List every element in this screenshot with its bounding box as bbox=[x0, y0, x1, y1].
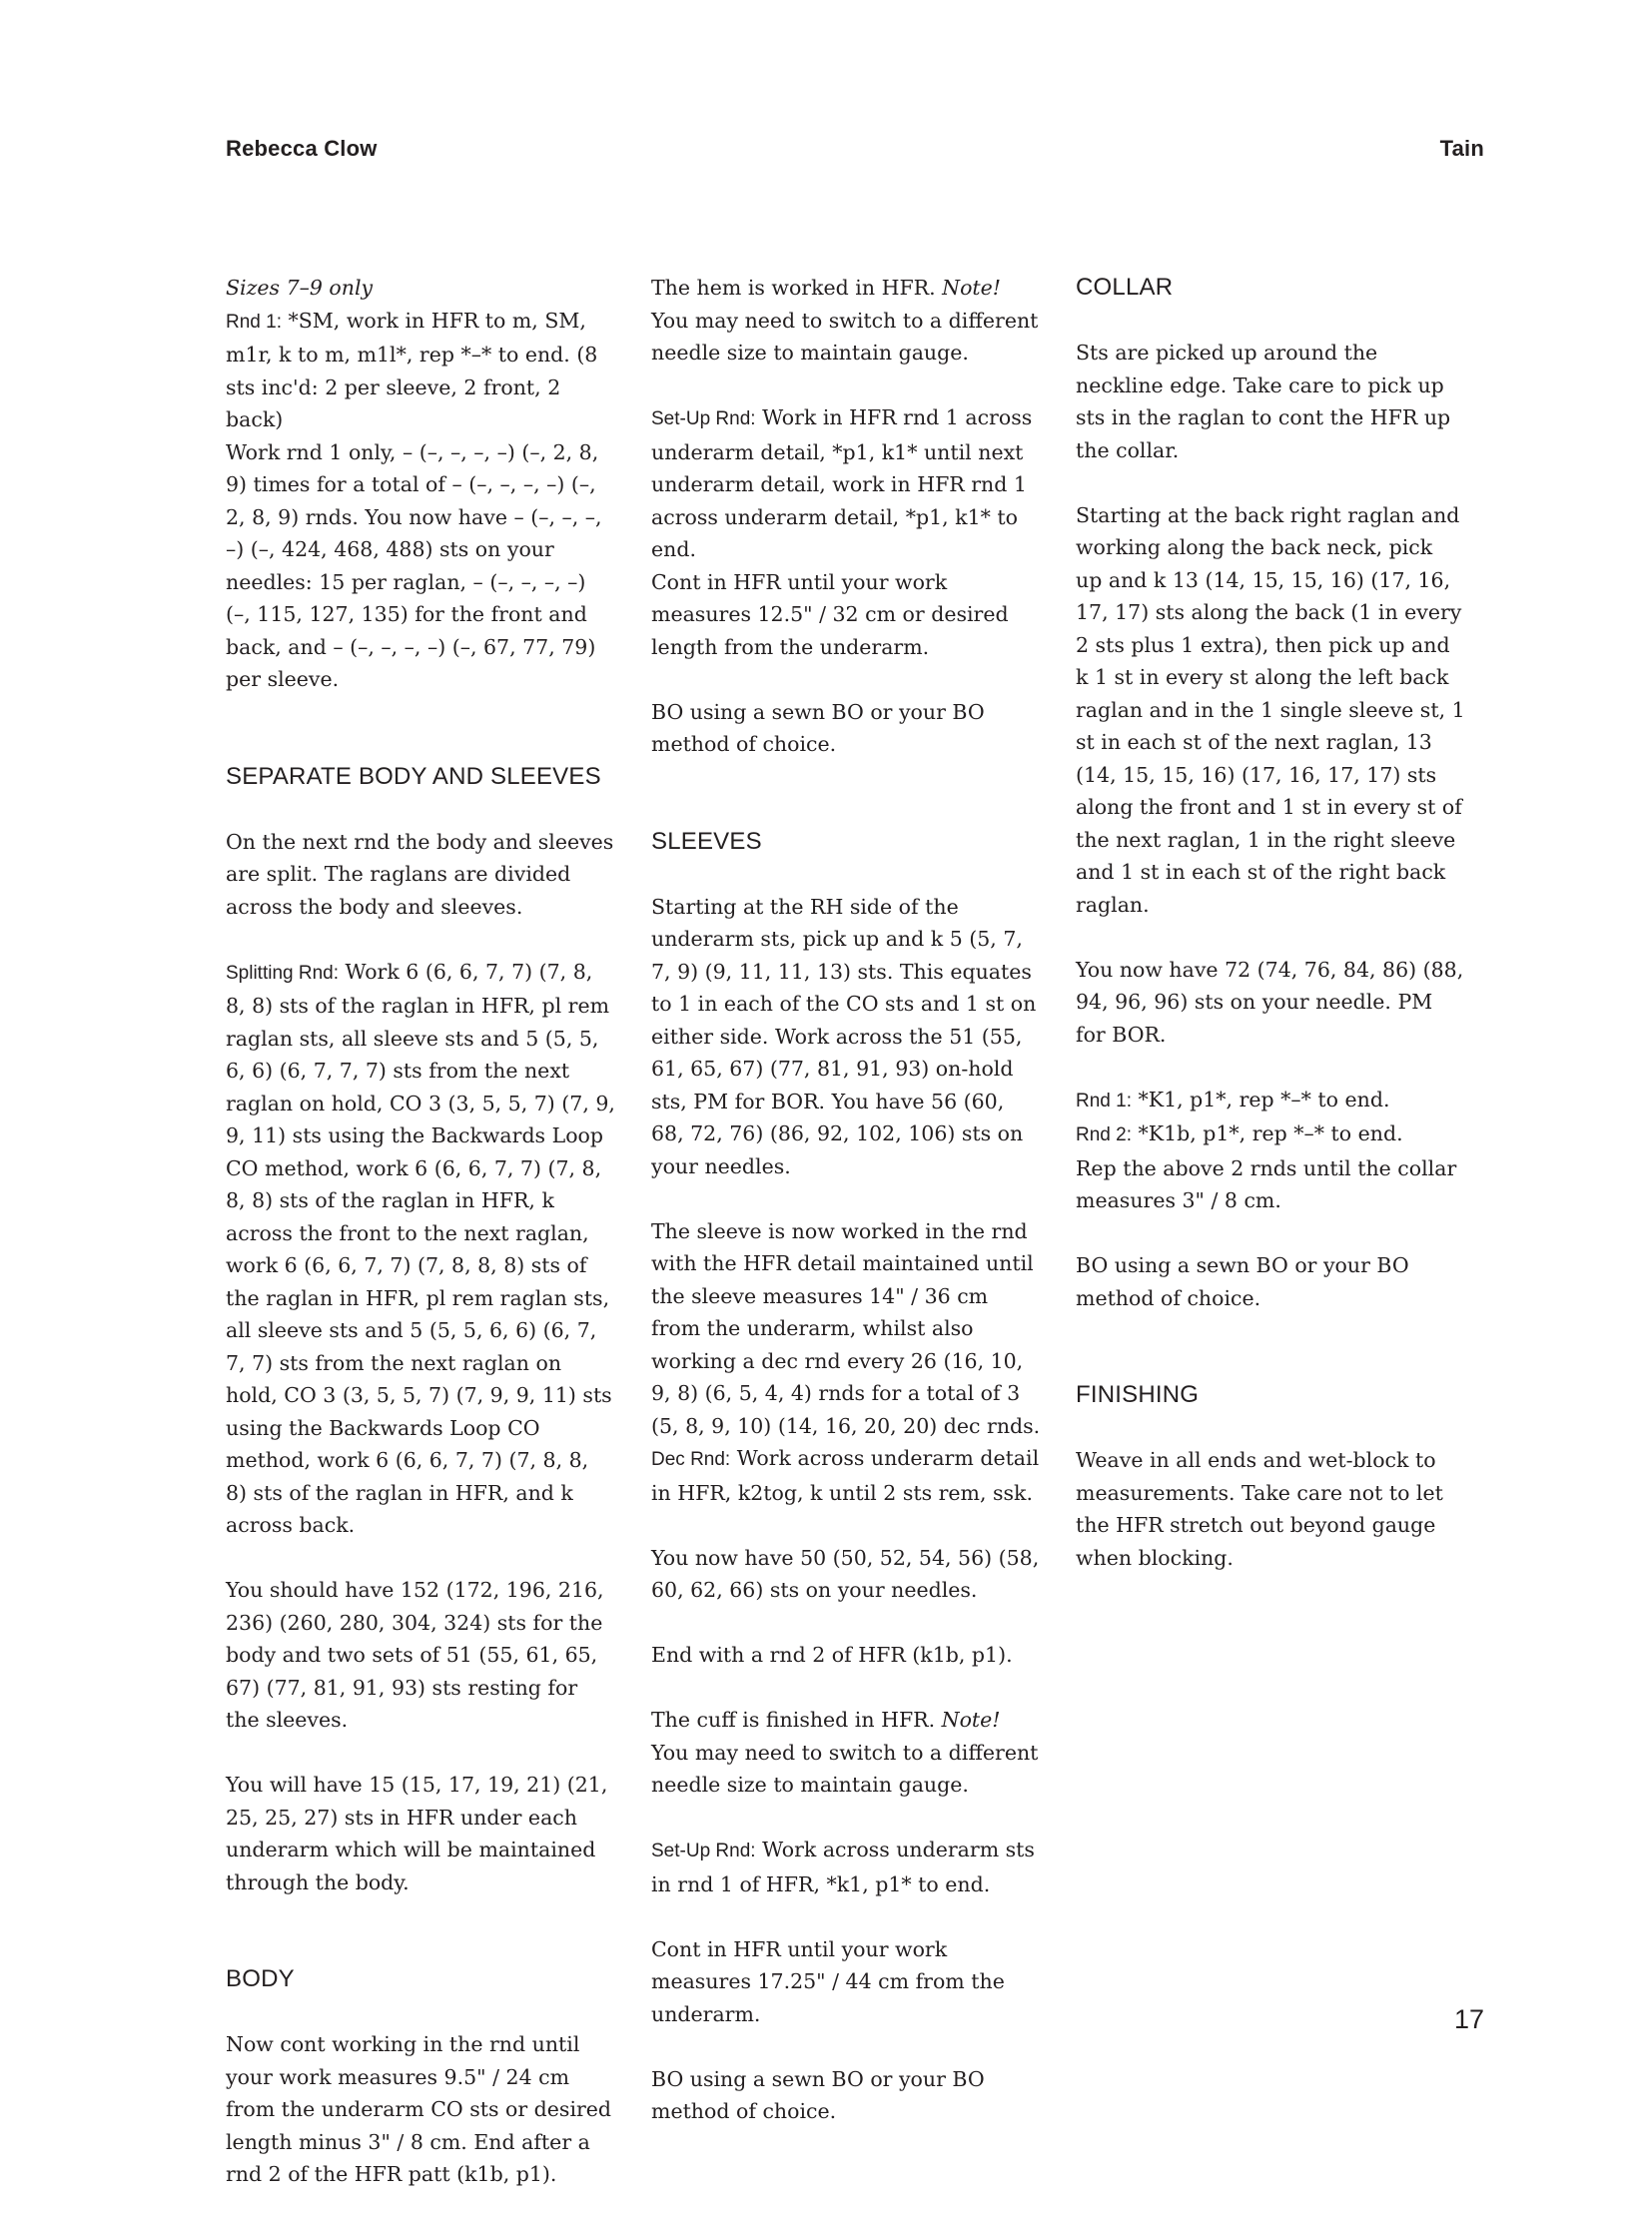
bo1-text: BO using a sewn BO or your BO method of choice. bbox=[651, 699, 985, 756]
collar-intro: Sts are picked up around the neckline edge. Take care to pick up sts in the raglan to cont the HFR up the collar. bbox=[1076, 341, 1451, 462]
column-3 bbox=[1076, 272, 1465, 1607]
rnd1-label: Rnd 1: bbox=[226, 311, 282, 333]
rnd1-text: *SM, work in HFR to m, SM, m1r, k to m, m1l*, rep *–* to end. (8 sts inc'd: 2 per sleeve, 2 front, 2 back) bbox=[226, 308, 598, 431]
will-have-text: You will have 15 (15, 17, 19, 21) (21, 25, 25, 27) sts in HFR under each underarm which will be maintained through the body. bbox=[226, 1773, 608, 1894]
splitting-instruction bbox=[226, 956, 615, 1542]
splitting-text: Work 6 (6, 6, 7, 7) (7, 8, 8, 8) sts of the raglan in HFR, pl rem raglan sts, all sleeve sts and 5 (5, 5, 6, 6) (6, 7, 7, 7) sts from the next raglan on hold, CO 3 (3, 5, 5, 7) (7, 9, 9, 11) sts using the Backwards Loop CO method, work 6 (6, 6, 7, 7) (7, 8, 8, 8) sts of the raglan in HFR, k across the front to the next raglan, work 6 (6, 6, 7, 7) (7, 8, 8, 8) sts of the raglan in HFR, pl rem raglan sts, all sleeve sts and 5 (5, 5, 6, 6) (6, 7, 7, 7) sts from the next raglan on hold, CO 3 (3, 5, 5, 7) (7, 9, 9, 11) sts using the Backwards Loop CO method, work 6 (6, 6, 7, 7) (7, 8, 8, 8) sts of the raglan in HFR, and k across back. bbox=[226, 959, 615, 1537]
rnd1-instruction bbox=[226, 305, 615, 436]
column-2 bbox=[651, 272, 1041, 2160]
separate-heading: SEPARATE BODY AND SLEEVES bbox=[226, 762, 601, 790]
hem-note: Note! bbox=[942, 276, 1002, 300]
collar-pickup: Starting at the back right raglan and working along the back neck, pick up and k 13 (14, 15, 15, 16) (17, 16, 17, 17) sts along the back (1 in every 2 sts plus 1 extra), then pick up and k 1 st in every st along the left back raglan and in the 1 single sleeve st, 1 st in each st of the next raglan, 13 (14, 15, 15, 16) (17, 16, 17, 17) sts along the front and 1 st in every st of the next raglan, 1 in the right sleeve and 1 st in each st of the right back raglan. bbox=[1076, 502, 1465, 917]
setup1-text: Work in HFR rnd 1 across underarm detail, *p1, k1* until next underarm detail, work in HFR rnd 1 across underarm detail, *p1, k1* to end. bbox=[651, 405, 1033, 561]
sleeves-heading: SLEEVES bbox=[651, 827, 762, 855]
setup2-instruction bbox=[651, 1834, 1041, 1900]
collar-rnd1-label: Rnd 1: bbox=[1076, 1090, 1132, 1112]
page-number: 17 bbox=[1453, 2004, 1484, 2034]
collar-rep-text: Rep the above 2 rnds until the collar measures 3" / 8 cm. bbox=[1076, 1155, 1457, 1212]
end-with-text: End with a rnd 2 of HFR (k1b, p1). bbox=[651, 1643, 1013, 1667]
collar-rnd2 bbox=[1076, 1117, 1465, 1152]
finishing-text: Weave in all ends and wet-block to measurements. Take care not to let the HFR stretch out beyond gauge when blocking. bbox=[1076, 1448, 1443, 1570]
sleeves-intro: Starting at the RH side of the underarm sts, pick up and k 5 (5, 7, 7, 9) (9, 11, 11, 13) sts. This equates to 1 in each of the CO sts and 1 st on either side. Work across the 51 (55, 61, 65, 67) (77, 81, 91, 93) on-hold sts, PM for BOR. You have 56 (60, 68, 72, 76) (86, 92, 102, 106) sts on your needles. bbox=[651, 894, 1037, 1178]
cuff-note: Note! bbox=[941, 1708, 1001, 1732]
separate-intro: On the next rnd the body and sleeves are split. The raglans are divided across the body and sleeves. bbox=[226, 829, 614, 919]
splitting-label: Splitting Rnd: bbox=[226, 962, 340, 984]
sizes-note bbox=[226, 272, 615, 305]
setup1-instruction bbox=[651, 401, 1041, 566]
hem-text bbox=[651, 272, 1041, 370]
setup2-label: Set-Up Rnd: bbox=[651, 1841, 756, 1861]
collar-heading: COLLAR bbox=[1076, 274, 1174, 301]
sleeve-worked-text: The sleeve is now worked in the rnd with the HFR detail maintained until the sleeve measures 14" / 36 cm from the underarm, whilst also working a dec rnd every 26 (16, 10, 9, 8) (6, 5, 4, 4) rnds for a total of 3 (5, 8, 9, 10) (14, 16, 20, 20) dec rnds. bbox=[651, 1218, 1041, 1438]
sizes-label: Sizes 7–9 only bbox=[226, 276, 374, 300]
collar-rnd1-text: *K1, p1*, rep *–* to end. bbox=[1131, 1087, 1390, 1112]
hem-text-b: You may need to switch to a different needle size to maintain gauge. bbox=[651, 308, 1039, 365]
cuff-text-a: The cuff is finished in HFR. bbox=[651, 1708, 942, 1732]
cont1-text: Cont in HFR until your work measures 12.5" / 32 cm or desired length from the underarm. bbox=[651, 569, 1009, 659]
dec-instruction bbox=[651, 1442, 1041, 1509]
collar-rnd1 bbox=[1076, 1084, 1465, 1118]
bo3-text: BO using a sewn BO or your BO method of choice. bbox=[1076, 1253, 1409, 1310]
body-text: Now cont working in the rnd until your work measures 9.5" / 24 cm from the underarm CO sts or desired length minus 3" / 8 cm. End after a rnd 2 of the HFR patt (k1b, p1). bbox=[226, 2032, 612, 2186]
now-have-text: You now have 50 (50, 52, 54, 56) (58, 60, 62, 66) sts on your needles. bbox=[651, 1545, 1040, 1602]
header-author: Rebecca Clow bbox=[226, 136, 378, 161]
repeat-instruction: Work rnd 1 only, – (–, –, –, –) (–, 2, 8, 9) times for a total of – (–, –, –, –) (–, 2, 8, 9) rnds. You now have – (–, –, –, –) (–, 424, 468, 488) sts on your needles: 15 per raglan, – (–, –, –, –) (–, 115, 127, 135) for the front and back, and – (–, –, –, –) (–, 67, 77, 79) per sleeve. bbox=[226, 439, 602, 691]
hem-text-a: The hem is worked in HFR. bbox=[651, 276, 943, 300]
setup2-text: Work across underarm sts in rnd 1 of HFR, *k1, p1* to end. bbox=[651, 1838, 1035, 1896]
cuff-text bbox=[651, 1704, 1041, 1802]
column-1 bbox=[226, 272, 615, 2223]
dec-label: Dec Rnd: bbox=[651, 1449, 731, 1470]
cont2-text: Cont in HFR until your work measures 17.25" / 44 cm from the underarm. bbox=[651, 1936, 1005, 2026]
bo2-text: BO using a sewn BO or your BO method of choice. bbox=[651, 2066, 985, 2123]
finishing-heading: FINISHING bbox=[1076, 1381, 1200, 1408]
dec-text: Work across underarm detail in HFR, k2tog, k until 2 sts rem, ssk. bbox=[651, 1446, 1040, 1505]
header-title: Tain bbox=[1439, 136, 1484, 161]
body-heading: BODY bbox=[226, 1965, 295, 1992]
collar-rnd2-label: Rnd 2: bbox=[1076, 1124, 1132, 1145]
collar-now-have: You now have 72 (74, 76, 84, 86) (88, 94, 96, 96) sts on your needle. PM for BOR. bbox=[1076, 957, 1464, 1047]
collar-rnd2-text: *K1b, p1*, rep *–* to end. bbox=[1131, 1121, 1403, 1145]
should-have-text: You should have 152 (172, 196, 216, 236) (260, 280, 304, 324) sts for the body and two sets of 51 (55, 61, 65, 67) (77, 81, 91, 93) sts resting for the sleeves. bbox=[226, 1578, 604, 1732]
setup1-label: Set-Up Rnd: bbox=[651, 408, 756, 429]
cuff-text-b: You may need to switch to a different needle size to maintain gauge. bbox=[651, 1740, 1039, 1797]
